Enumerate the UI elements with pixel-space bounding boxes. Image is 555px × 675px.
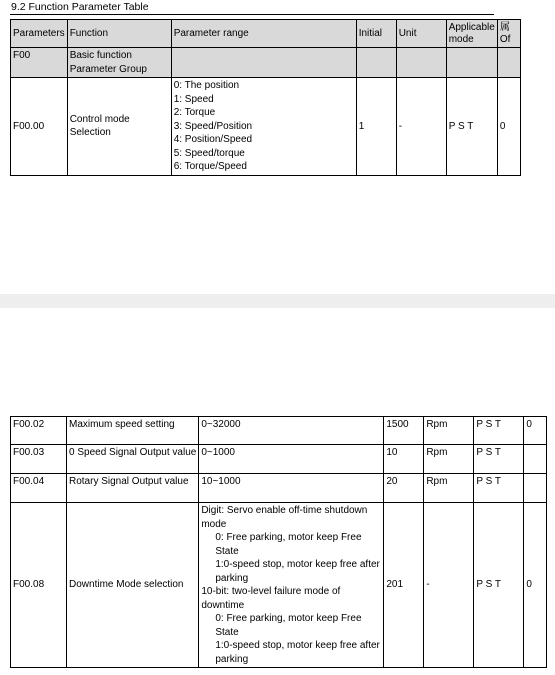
param-attribute bbox=[524, 474, 547, 503]
param-range: 10~1000 bbox=[199, 474, 384, 503]
header-parameters: Parameters bbox=[11, 20, 68, 48]
parameter-table-page-1 bbox=[10, 19, 521, 176]
param-mode: P S T bbox=[474, 503, 524, 668]
range-line: 10-bit: two-level failure mode of downtime bbox=[201, 586, 341, 611]
param-attribute: 0 bbox=[524, 503, 547, 668]
param-mode: P S T bbox=[474, 445, 524, 474]
param-initial: 10 bbox=[384, 445, 424, 474]
range-line: 0: Free parking, motor keep Free State bbox=[215, 613, 362, 638]
param-function: Control mode Selection bbox=[67, 78, 171, 176]
param-range bbox=[171, 78, 356, 176]
table-row-f00-04 bbox=[11, 474, 547, 503]
param-attribute: 0 bbox=[497, 78, 520, 176]
parameter-table-page-2 bbox=[10, 416, 547, 668]
range-option: 5: Speed/torque bbox=[173, 147, 245, 159]
range-option: 3: Speed/Position bbox=[173, 120, 253, 132]
param-unit: Rpm bbox=[424, 417, 474, 445]
range-option: 2: Torque bbox=[173, 107, 216, 118]
param-unit: Rpm bbox=[424, 474, 474, 503]
title-underline bbox=[10, 14, 494, 15]
group-name: Basic function Parameter Group bbox=[67, 48, 171, 78]
header-initial: Initial bbox=[356, 20, 396, 48]
param-attribute bbox=[524, 445, 547, 474]
param-function: 0 Speed Signal Output value bbox=[67, 445, 199, 474]
range-option: 4: Position/Speed bbox=[173, 134, 253, 145]
header-unit: Unit bbox=[396, 20, 446, 48]
header-parameter-range: Parameter range bbox=[171, 20, 356, 48]
group-code: F00 bbox=[11, 48, 68, 78]
header-attribute: 属 Of bbox=[497, 20, 520, 48]
param-code: F00.02 bbox=[11, 417, 67, 445]
param-function: Rotary Signal Output value bbox=[67, 474, 199, 503]
range-line: 1:0-speed stop, motor keep free after parking bbox=[215, 640, 380, 665]
table-row-f00-08 bbox=[11, 503, 547, 668]
range-option: 0: The position bbox=[173, 80, 240, 91]
param-unit: - bbox=[396, 78, 446, 176]
table-header-row bbox=[11, 20, 521, 48]
param-function: Maximum speed setting bbox=[67, 417, 199, 445]
param-initial: 20 bbox=[384, 474, 424, 503]
header-applicable-mode: Applicable mode bbox=[446, 20, 497, 48]
param-code: F00.04 bbox=[11, 474, 67, 503]
param-attribute: 0 bbox=[524, 417, 547, 445]
param-initial: 1500 bbox=[384, 417, 424, 445]
param-range bbox=[199, 503, 384, 668]
range-option: 6: Torque/Speed bbox=[173, 161, 247, 172]
range-line: 0: Free parking, motor keep Free State bbox=[215, 532, 362, 557]
page-break bbox=[0, 294, 555, 308]
param-code: F00.00 bbox=[11, 78, 68, 176]
param-mode: P S T bbox=[474, 474, 524, 503]
table-row-f00-03 bbox=[11, 445, 547, 474]
param-function: Downtime Mode selection bbox=[67, 503, 199, 668]
range-line: 1:0-speed stop, motor keep free after parking bbox=[215, 559, 380, 584]
param-mode: P S T bbox=[474, 417, 524, 445]
param-code: F00.08 bbox=[11, 503, 67, 668]
param-initial: 1 bbox=[356, 78, 396, 176]
table-row-f00-00 bbox=[11, 78, 521, 176]
table-row-f00-02 bbox=[11, 417, 547, 445]
range-option: 1: Speed bbox=[173, 93, 214, 105]
param-code: F00.03 bbox=[11, 445, 67, 474]
param-unit: - bbox=[424, 503, 474, 668]
param-initial: 201 bbox=[384, 503, 424, 668]
param-unit: Rpm bbox=[424, 445, 474, 474]
param-range: 0~1000 bbox=[199, 445, 384, 474]
section-title: 9.2 Function Parameter Table bbox=[11, 1, 149, 13]
header-function: Function bbox=[67, 20, 171, 48]
group-row-f00 bbox=[11, 48, 521, 78]
range-line: Digit: Servo enable off-time shutdown mode bbox=[201, 505, 368, 530]
param-mode: P S T bbox=[446, 78, 497, 176]
param-range: 0~32000 bbox=[199, 417, 384, 445]
